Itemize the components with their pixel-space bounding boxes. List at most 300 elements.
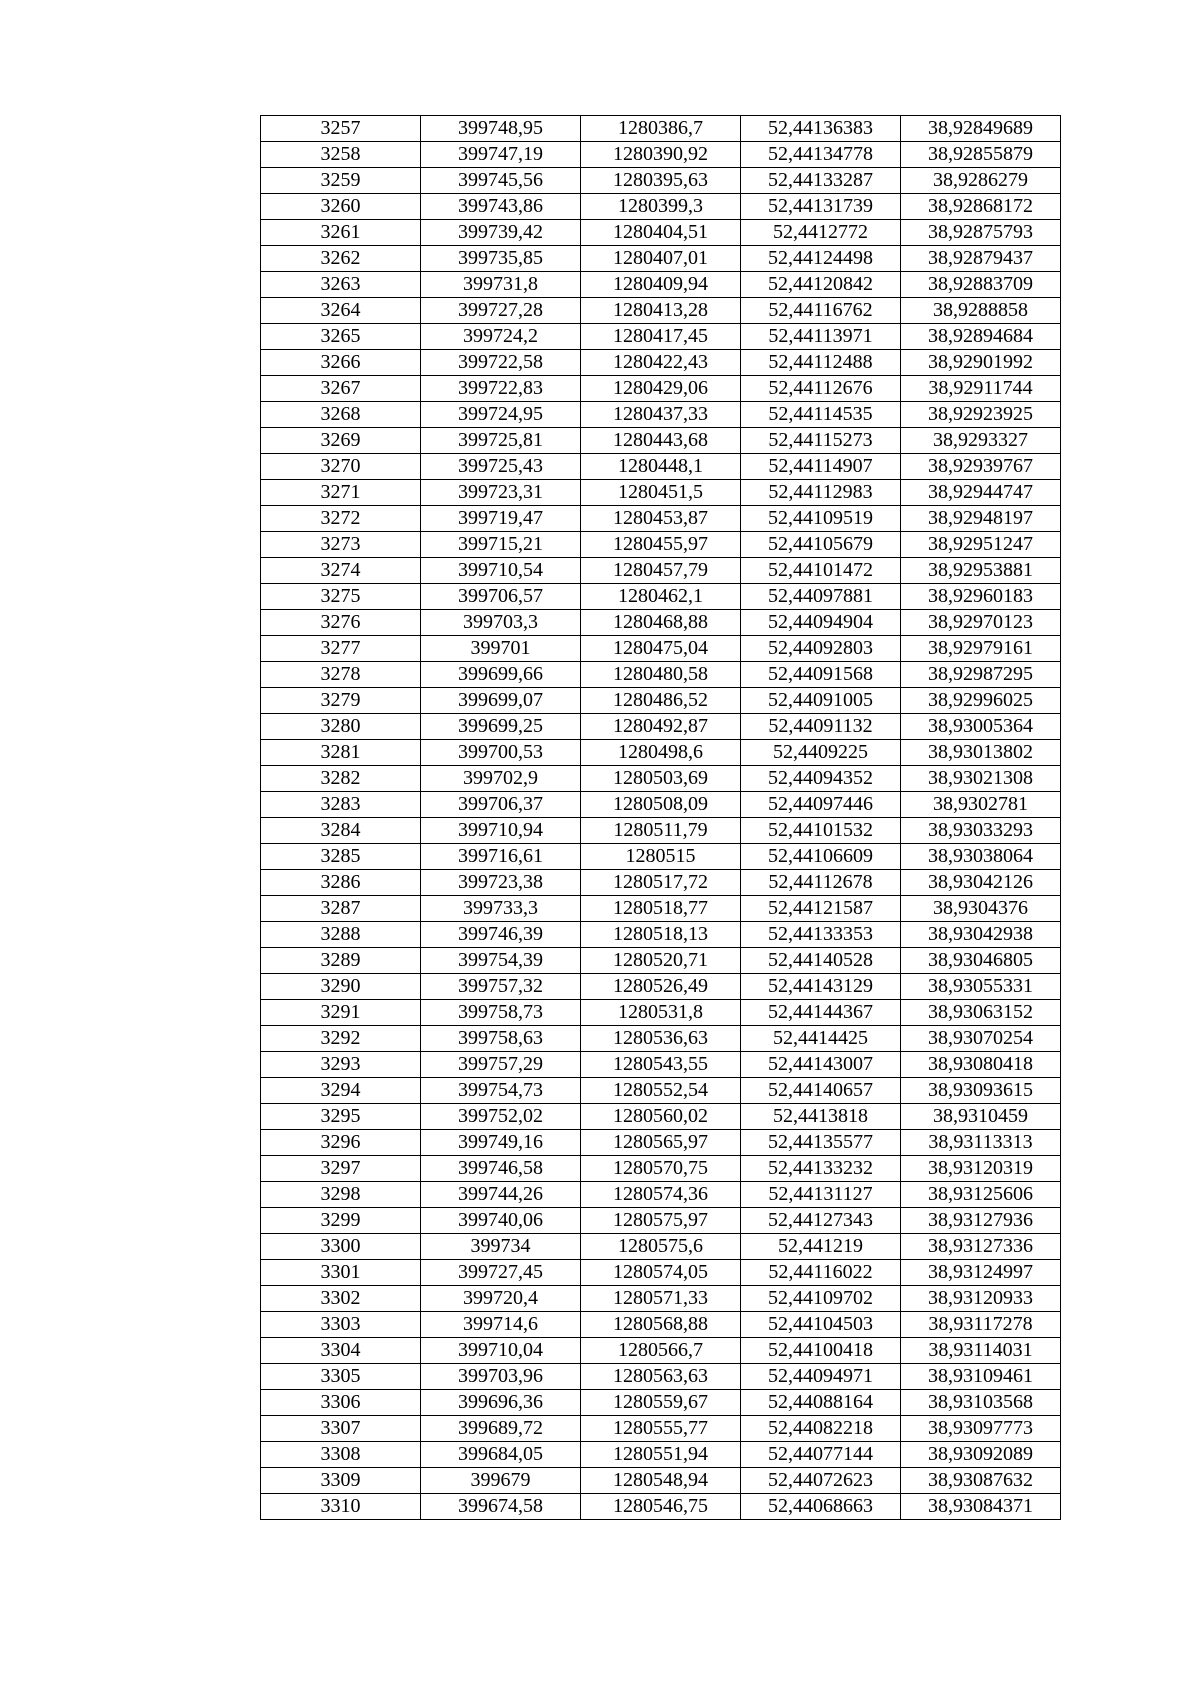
x-coordinate-cell: 399740,06 — [421, 1208, 581, 1234]
table-row — [261, 1078, 1061, 1104]
table-row — [261, 1156, 1061, 1182]
point-number-cell: 3282 — [261, 766, 421, 792]
y-coordinate-cell: 1280517,72 — [581, 870, 741, 896]
point-number-cell: 3259 — [261, 168, 421, 194]
point-number-cell: 3275 — [261, 584, 421, 610]
x-coordinate-cell: 399684,05 — [421, 1442, 581, 1468]
table-row — [261, 402, 1061, 428]
table-row — [261, 818, 1061, 844]
x-coordinate-cell: 399735,85 — [421, 246, 581, 272]
latitude-cell: 52,4409225 — [741, 740, 901, 766]
latitude-cell: 52,44097446 — [741, 792, 901, 818]
point-number-cell: 3298 — [261, 1182, 421, 1208]
longitude-cell: 38,93013802 — [901, 740, 1061, 766]
longitude-cell: 38,92979161 — [901, 636, 1061, 662]
y-coordinate-cell: 1280407,01 — [581, 246, 741, 272]
y-coordinate-cell: 1280574,36 — [581, 1182, 741, 1208]
table-row — [261, 636, 1061, 662]
y-coordinate-cell: 1280386,7 — [581, 116, 741, 142]
table-row — [261, 714, 1061, 740]
table-row — [261, 792, 1061, 818]
table-row — [261, 246, 1061, 272]
x-coordinate-cell: 399702,9 — [421, 766, 581, 792]
longitude-cell: 38,92948197 — [901, 506, 1061, 532]
table-row — [261, 1338, 1061, 1364]
longitude-cell: 38,92868172 — [901, 194, 1061, 220]
x-coordinate-cell: 399723,31 — [421, 480, 581, 506]
y-coordinate-cell: 1280571,33 — [581, 1286, 741, 1312]
point-number-cell: 3278 — [261, 662, 421, 688]
point-number-cell: 3295 — [261, 1104, 421, 1130]
table-row — [261, 662, 1061, 688]
y-coordinate-cell: 1280543,55 — [581, 1052, 741, 1078]
point-number-cell: 3300 — [261, 1234, 421, 1260]
x-coordinate-cell: 399720,4 — [421, 1286, 581, 1312]
x-coordinate-cell: 399758,63 — [421, 1026, 581, 1052]
x-coordinate-cell: 399758,73 — [421, 1000, 581, 1026]
longitude-cell: 38,93127936 — [901, 1208, 1061, 1234]
y-coordinate-cell: 1280448,1 — [581, 454, 741, 480]
point-number-cell: 3299 — [261, 1208, 421, 1234]
point-number-cell: 3288 — [261, 922, 421, 948]
point-number-cell: 3285 — [261, 844, 421, 870]
point-number-cell: 3266 — [261, 350, 421, 376]
y-coordinate-cell: 1280498,6 — [581, 740, 741, 766]
latitude-cell: 52,44109519 — [741, 506, 901, 532]
x-coordinate-cell: 399744,26 — [421, 1182, 581, 1208]
point-number-cell: 3277 — [261, 636, 421, 662]
latitude-cell: 52,44094904 — [741, 610, 901, 636]
table-row — [261, 532, 1061, 558]
longitude-cell: 38,93103568 — [901, 1390, 1061, 1416]
y-coordinate-cell: 1280457,79 — [581, 558, 741, 584]
x-coordinate-cell: 399739,42 — [421, 220, 581, 246]
y-coordinate-cell: 1280548,94 — [581, 1468, 741, 1494]
y-coordinate-cell: 1280560,02 — [581, 1104, 741, 1130]
y-coordinate-cell: 1280437,33 — [581, 402, 741, 428]
y-coordinate-cell: 1280552,54 — [581, 1078, 741, 1104]
latitude-cell: 52,44088164 — [741, 1390, 901, 1416]
y-coordinate-cell: 1280409,94 — [581, 272, 741, 298]
longitude-cell: 38,92970123 — [901, 610, 1061, 636]
longitude-cell: 38,93070254 — [901, 1026, 1061, 1052]
table-row — [261, 870, 1061, 896]
y-coordinate-cell: 1280503,69 — [581, 766, 741, 792]
longitude-cell: 38,93005364 — [901, 714, 1061, 740]
x-coordinate-cell: 399727,28 — [421, 298, 581, 324]
longitude-cell: 38,92879437 — [901, 246, 1061, 272]
table-row — [261, 1104, 1061, 1130]
y-coordinate-cell: 1280570,75 — [581, 1156, 741, 1182]
point-number-cell: 3286 — [261, 870, 421, 896]
longitude-cell: 38,92911744 — [901, 376, 1061, 402]
longitude-cell: 38,92849689 — [901, 116, 1061, 142]
x-coordinate-cell: 399716,61 — [421, 844, 581, 870]
y-coordinate-cell: 1280399,3 — [581, 194, 741, 220]
latitude-cell: 52,44120842 — [741, 272, 901, 298]
point-number-cell: 3267 — [261, 376, 421, 402]
y-coordinate-cell: 1280559,67 — [581, 1390, 741, 1416]
longitude-cell: 38,9310459 — [901, 1104, 1061, 1130]
coordinate-table-body — [261, 116, 1061, 1520]
y-coordinate-cell: 1280422,43 — [581, 350, 741, 376]
latitude-cell: 52,44113971 — [741, 324, 901, 350]
point-number-cell: 3291 — [261, 1000, 421, 1026]
y-coordinate-cell: 1280451,5 — [581, 480, 741, 506]
table-row — [261, 610, 1061, 636]
point-number-cell: 3257 — [261, 116, 421, 142]
latitude-cell: 52,44144367 — [741, 1000, 901, 1026]
longitude-cell: 38,93084371 — [901, 1494, 1061, 1520]
latitude-cell: 52,44140657 — [741, 1078, 901, 1104]
y-coordinate-cell: 1280443,68 — [581, 428, 741, 454]
point-number-cell: 3280 — [261, 714, 421, 740]
x-coordinate-cell: 399745,56 — [421, 168, 581, 194]
latitude-cell: 52,44114907 — [741, 454, 901, 480]
latitude-cell: 52,44077144 — [741, 1442, 901, 1468]
longitude-cell: 38,92855879 — [901, 142, 1061, 168]
x-coordinate-cell: 399724,2 — [421, 324, 581, 350]
x-coordinate-cell: 399706,57 — [421, 584, 581, 610]
x-coordinate-cell: 399706,37 — [421, 792, 581, 818]
latitude-cell: 52,44072623 — [741, 1468, 901, 1494]
latitude-cell: 52,44105679 — [741, 532, 901, 558]
point-number-cell: 3276 — [261, 610, 421, 636]
x-coordinate-cell: 399722,58 — [421, 350, 581, 376]
x-coordinate-cell: 399725,81 — [421, 428, 581, 454]
y-coordinate-cell: 1280462,1 — [581, 584, 741, 610]
longitude-cell: 38,93117278 — [901, 1312, 1061, 1338]
point-number-cell: 3283 — [261, 792, 421, 818]
coordinate-table — [260, 115, 1061, 1520]
latitude-cell: 52,44133232 — [741, 1156, 901, 1182]
longitude-cell: 38,93109461 — [901, 1364, 1061, 1390]
latitude-cell: 52,44135577 — [741, 1130, 901, 1156]
longitude-cell: 38,93120933 — [901, 1286, 1061, 1312]
x-coordinate-cell: 399710,04 — [421, 1338, 581, 1364]
point-number-cell: 3297 — [261, 1156, 421, 1182]
latitude-cell: 52,44094971 — [741, 1364, 901, 1390]
point-number-cell: 3281 — [261, 740, 421, 766]
longitude-cell: 38,93087632 — [901, 1468, 1061, 1494]
table-row — [261, 1286, 1061, 1312]
table-row — [261, 922, 1061, 948]
table-row — [261, 1494, 1061, 1520]
latitude-cell: 52,44104503 — [741, 1312, 901, 1338]
latitude-cell: 52,44106609 — [741, 844, 901, 870]
longitude-cell: 38,93125606 — [901, 1182, 1061, 1208]
latitude-cell: 52,44131127 — [741, 1182, 901, 1208]
point-number-cell: 3272 — [261, 506, 421, 532]
y-coordinate-cell: 1280455,97 — [581, 532, 741, 558]
latitude-cell: 52,4412772 — [741, 220, 901, 246]
table-row — [261, 1390, 1061, 1416]
table-row — [261, 428, 1061, 454]
latitude-cell: 52,44112983 — [741, 480, 901, 506]
x-coordinate-cell: 399734 — [421, 1234, 581, 1260]
x-coordinate-cell: 399727,45 — [421, 1260, 581, 1286]
latitude-cell: 52,44068663 — [741, 1494, 901, 1520]
latitude-cell: 52,44140528 — [741, 948, 901, 974]
x-coordinate-cell: 399724,95 — [421, 402, 581, 428]
x-coordinate-cell: 399757,29 — [421, 1052, 581, 1078]
latitude-cell: 52,441219 — [741, 1234, 901, 1260]
y-coordinate-cell: 1280575,6 — [581, 1234, 741, 1260]
y-coordinate-cell: 1280475,04 — [581, 636, 741, 662]
longitude-cell: 38,92951247 — [901, 532, 1061, 558]
y-coordinate-cell: 1280563,63 — [581, 1364, 741, 1390]
point-number-cell: 3270 — [261, 454, 421, 480]
point-number-cell: 3268 — [261, 402, 421, 428]
latitude-cell: 52,44134778 — [741, 142, 901, 168]
latitude-cell: 52,44133353 — [741, 922, 901, 948]
longitude-cell: 38,92960183 — [901, 584, 1061, 610]
y-coordinate-cell: 1280453,87 — [581, 506, 741, 532]
longitude-cell: 38,93092089 — [901, 1442, 1061, 1468]
longitude-cell: 38,92944747 — [901, 480, 1061, 506]
point-number-cell: 3261 — [261, 220, 421, 246]
latitude-cell: 52,44143129 — [741, 974, 901, 1000]
point-number-cell: 3307 — [261, 1416, 421, 1442]
point-number-cell: 3310 — [261, 1494, 421, 1520]
latitude-cell: 52,44082218 — [741, 1416, 901, 1442]
y-coordinate-cell: 1280492,87 — [581, 714, 741, 740]
latitude-cell: 52,44109702 — [741, 1286, 901, 1312]
table-row — [261, 1416, 1061, 1442]
point-number-cell: 3302 — [261, 1286, 421, 1312]
latitude-cell: 52,44100418 — [741, 1338, 901, 1364]
x-coordinate-cell: 399689,72 — [421, 1416, 581, 1442]
x-coordinate-cell: 399725,43 — [421, 454, 581, 480]
x-coordinate-cell: 399746,39 — [421, 922, 581, 948]
latitude-cell: 52,44092803 — [741, 636, 901, 662]
x-coordinate-cell: 399743,86 — [421, 194, 581, 220]
longitude-cell: 38,93080418 — [901, 1052, 1061, 1078]
point-number-cell: 3289 — [261, 948, 421, 974]
latitude-cell: 52,44116022 — [741, 1260, 901, 1286]
latitude-cell: 52,44127343 — [741, 1208, 901, 1234]
x-coordinate-cell: 399715,21 — [421, 532, 581, 558]
point-number-cell: 3306 — [261, 1390, 421, 1416]
x-coordinate-cell: 399710,54 — [421, 558, 581, 584]
longitude-cell: 38,93055331 — [901, 974, 1061, 1000]
latitude-cell: 52,44101472 — [741, 558, 901, 584]
longitude-cell: 38,93021308 — [901, 766, 1061, 792]
longitude-cell: 38,93093615 — [901, 1078, 1061, 1104]
table-row — [261, 272, 1061, 298]
point-number-cell: 3265 — [261, 324, 421, 350]
table-row — [261, 116, 1061, 142]
y-coordinate-cell: 1280429,06 — [581, 376, 741, 402]
longitude-cell: 38,92901992 — [901, 350, 1061, 376]
y-coordinate-cell: 1280480,58 — [581, 662, 741, 688]
latitude-cell: 52,44115273 — [741, 428, 901, 454]
longitude-cell: 38,93042938 — [901, 922, 1061, 948]
x-coordinate-cell: 399719,47 — [421, 506, 581, 532]
longitude-cell: 38,93124997 — [901, 1260, 1061, 1286]
latitude-cell: 52,44094352 — [741, 766, 901, 792]
point-number-cell: 3308 — [261, 1442, 421, 1468]
latitude-cell: 52,44112678 — [741, 870, 901, 896]
latitude-cell: 52,44143007 — [741, 1052, 901, 1078]
table-row — [261, 1026, 1061, 1052]
y-coordinate-cell: 1280413,28 — [581, 298, 741, 324]
x-coordinate-cell: 399752,02 — [421, 1104, 581, 1130]
latitude-cell: 52,4414425 — [741, 1026, 901, 1052]
longitude-cell: 38,92875793 — [901, 220, 1061, 246]
longitude-cell: 38,93120319 — [901, 1156, 1061, 1182]
y-coordinate-cell: 1280531,8 — [581, 1000, 741, 1026]
longitude-cell: 38,93063152 — [901, 1000, 1061, 1026]
table-row — [261, 1468, 1061, 1494]
point-number-cell: 3279 — [261, 688, 421, 714]
latitude-cell: 52,44136383 — [741, 116, 901, 142]
table-row — [261, 480, 1061, 506]
y-coordinate-cell: 1280518,13 — [581, 922, 741, 948]
latitude-cell: 52,4413818 — [741, 1104, 901, 1130]
point-number-cell: 3284 — [261, 818, 421, 844]
y-coordinate-cell: 1280511,79 — [581, 818, 741, 844]
longitude-cell: 38,92996025 — [901, 688, 1061, 714]
point-number-cell: 3269 — [261, 428, 421, 454]
latitude-cell: 52,44124498 — [741, 246, 901, 272]
table-row — [261, 584, 1061, 610]
point-number-cell: 3260 — [261, 194, 421, 220]
y-coordinate-cell: 1280520,71 — [581, 948, 741, 974]
x-coordinate-cell: 399674,58 — [421, 1494, 581, 1520]
longitude-cell: 38,92894684 — [901, 324, 1061, 350]
table-row — [261, 974, 1061, 1000]
latitude-cell: 52,44112676 — [741, 376, 901, 402]
table-row — [261, 558, 1061, 584]
point-number-cell: 3304 — [261, 1338, 421, 1364]
y-coordinate-cell: 1280546,75 — [581, 1494, 741, 1520]
longitude-cell: 38,93038064 — [901, 844, 1061, 870]
longitude-cell: 38,93042126 — [901, 870, 1061, 896]
x-coordinate-cell: 399710,94 — [421, 818, 581, 844]
latitude-cell: 52,44091005 — [741, 688, 901, 714]
point-number-cell: 3264 — [261, 298, 421, 324]
point-number-cell: 3296 — [261, 1130, 421, 1156]
table-row — [261, 1130, 1061, 1156]
point-number-cell: 3271 — [261, 480, 421, 506]
longitude-cell: 38,9288858 — [901, 298, 1061, 324]
table-row — [261, 142, 1061, 168]
longitude-cell: 38,9302781 — [901, 792, 1061, 818]
table-row — [261, 1052, 1061, 1078]
y-coordinate-cell: 1280468,88 — [581, 610, 741, 636]
y-coordinate-cell: 1280508,09 — [581, 792, 741, 818]
longitude-cell: 38,92987295 — [901, 662, 1061, 688]
y-coordinate-cell: 1280417,45 — [581, 324, 741, 350]
latitude-cell: 52,44114535 — [741, 402, 901, 428]
longitude-cell: 38,92939767 — [901, 454, 1061, 480]
y-coordinate-cell: 1280551,94 — [581, 1442, 741, 1468]
x-coordinate-cell: 399722,83 — [421, 376, 581, 402]
y-coordinate-cell: 1280574,05 — [581, 1260, 741, 1286]
longitude-cell: 38,9293327 — [901, 428, 1061, 454]
table-row — [261, 1208, 1061, 1234]
table-row — [261, 1260, 1061, 1286]
latitude-cell: 52,44116762 — [741, 298, 901, 324]
x-coordinate-cell: 399679 — [421, 1468, 581, 1494]
longitude-cell: 38,92953881 — [901, 558, 1061, 584]
latitude-cell: 52,44133287 — [741, 168, 901, 194]
x-coordinate-cell: 399696,36 — [421, 1390, 581, 1416]
y-coordinate-cell: 1280404,51 — [581, 220, 741, 246]
x-coordinate-cell: 399701 — [421, 636, 581, 662]
y-coordinate-cell: 1280486,52 — [581, 688, 741, 714]
point-number-cell: 3274 — [261, 558, 421, 584]
longitude-cell: 38,93127336 — [901, 1234, 1061, 1260]
point-number-cell: 3262 — [261, 246, 421, 272]
table-row — [261, 1442, 1061, 1468]
point-number-cell: 3273 — [261, 532, 421, 558]
table-row — [261, 220, 1061, 246]
longitude-cell: 38,92883709 — [901, 272, 1061, 298]
latitude-cell: 52,44112488 — [741, 350, 901, 376]
y-coordinate-cell: 1280555,77 — [581, 1416, 741, 1442]
table-row — [261, 1312, 1061, 1338]
y-coordinate-cell: 1280390,92 — [581, 142, 741, 168]
x-coordinate-cell: 399748,95 — [421, 116, 581, 142]
y-coordinate-cell: 1280518,77 — [581, 896, 741, 922]
y-coordinate-cell: 1280515 — [581, 844, 741, 870]
x-coordinate-cell: 399747,19 — [421, 142, 581, 168]
y-coordinate-cell: 1280566,7 — [581, 1338, 741, 1364]
table-row — [261, 766, 1061, 792]
latitude-cell: 52,44097881 — [741, 584, 901, 610]
table-row — [261, 350, 1061, 376]
longitude-cell: 38,92923925 — [901, 402, 1061, 428]
x-coordinate-cell: 399700,53 — [421, 740, 581, 766]
point-number-cell: 3263 — [261, 272, 421, 298]
table-row — [261, 376, 1061, 402]
x-coordinate-cell: 399703,96 — [421, 1364, 581, 1390]
table-row — [261, 506, 1061, 532]
x-coordinate-cell: 399746,58 — [421, 1156, 581, 1182]
point-number-cell: 3287 — [261, 896, 421, 922]
longitude-cell: 38,93097773 — [901, 1416, 1061, 1442]
table-row — [261, 1000, 1061, 1026]
table-row — [261, 896, 1061, 922]
table-row — [261, 168, 1061, 194]
y-coordinate-cell: 1280536,63 — [581, 1026, 741, 1052]
table-row — [261, 844, 1061, 870]
point-number-cell: 3292 — [261, 1026, 421, 1052]
x-coordinate-cell: 399731,8 — [421, 272, 581, 298]
latitude-cell: 52,44131739 — [741, 194, 901, 220]
x-coordinate-cell: 399754,39 — [421, 948, 581, 974]
longitude-cell: 38,93046805 — [901, 948, 1061, 974]
table-row — [261, 454, 1061, 480]
x-coordinate-cell: 399749,16 — [421, 1130, 581, 1156]
longitude-cell: 38,93114031 — [901, 1338, 1061, 1364]
point-number-cell: 3305 — [261, 1364, 421, 1390]
latitude-cell: 52,44091568 — [741, 662, 901, 688]
x-coordinate-cell: 399757,32 — [421, 974, 581, 1000]
x-coordinate-cell: 399699,25 — [421, 714, 581, 740]
x-coordinate-cell: 399733,3 — [421, 896, 581, 922]
table-row — [261, 1182, 1061, 1208]
table-row — [261, 324, 1061, 350]
point-number-cell: 3290 — [261, 974, 421, 1000]
y-coordinate-cell: 1280568,88 — [581, 1312, 741, 1338]
x-coordinate-cell: 399723,38 — [421, 870, 581, 896]
x-coordinate-cell: 399714,6 — [421, 1312, 581, 1338]
y-coordinate-cell: 1280526,49 — [581, 974, 741, 1000]
longitude-cell: 38,93033293 — [901, 818, 1061, 844]
